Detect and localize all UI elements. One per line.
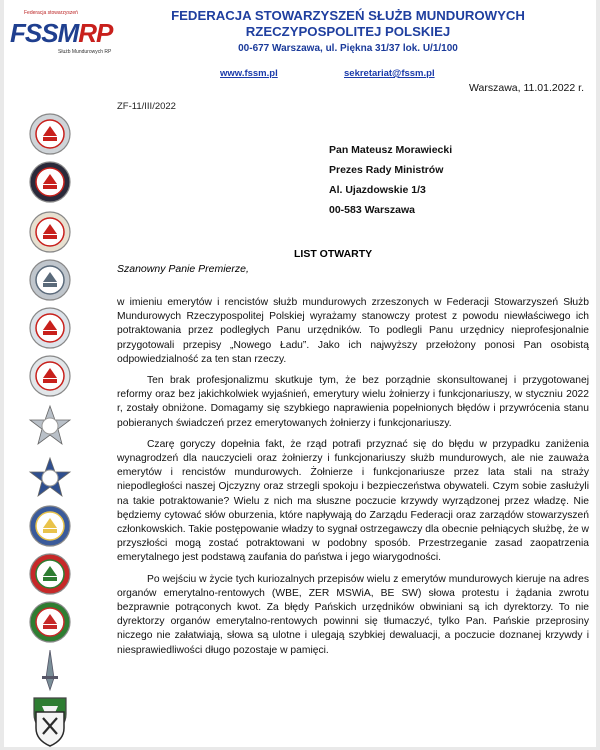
reference-number: ZF-11/III/2022 <box>117 101 176 112</box>
addressee-line: Al. Ujazdowskie 1/3 <box>329 184 426 196</box>
letterhead-address: 00-677 Warszawa, ul. Piękna 31/37 lok. U/1/100 <box>238 43 458 54</box>
letter-body <box>117 296 589 665</box>
fssm-logo <box>10 10 113 60</box>
emblem-9-icon <box>28 504 72 548</box>
letter-title: LIST OTWARTY <box>294 248 373 260</box>
letterhead <box>108 8 588 79</box>
addressee-line: Pan Mateusz Morawiecki <box>329 144 453 156</box>
emblem-4-icon <box>28 258 72 302</box>
salutation: Szanowny Panie Premierze, <box>117 263 249 275</box>
letter-page <box>4 0 596 747</box>
emblem-14-icon <box>28 706 72 746</box>
body-paragraph: Czarę goryczy dopełnia fakt, że rząd potrafi przyznać się do błędu w przypadku zaniżenia wynagrodzeń dla nauczycieli oraz żołnierzy i funkcjonariuszy służb mundurowych, ale nie zauważa emerytów i rencistów mundurowych. Żołnierze i funkcjonariusze przez lata stali na straży niepodległości naszej Ojczyzny oraz strzegli spokoju i bezpieczeństwa obywateli. Czym sobie zasłużyli na takie potraktowanie? Wielu z nich ma słuszne poczucie krzywdy wyrządzonej przez władzę. Nie będziemy cytować słów oburzenia, które napływają do Zarządu Federacji oraz zarządów stowarzyszeń członkowskich. Takie postępowanie władzy to sygnał ostrzegawczy dla obecnie pełniących służbę, że w przyszłości mogą zostać potraktowani w podobny sposób. Przestrzeganie zasad zaopatrzenia emerytalnego jest podstawą zaufania do państwa i jego wiarygodności. <box>117 438 589 564</box>
emblem-7-icon <box>28 404 72 448</box>
body-paragraph: Ten brak profesjonalizmu skutkuje tym, że bez porządnie skonsultowanej i przygotowanej reformy oraz bez jakichkolwiek wyjaśnień, emerytury wielu żołnierzy i funkcjonariuszy, w styczniu 2022 r, zostały obniżone. Domagamy się szybkiego naprawienia popełnionych błędów i przywrócenia stanu pobieranych świadczeń przez emerytowanych żołnierzy i funkcjonariuszy. <box>117 375 589 429</box>
emblem-8-icon <box>28 456 72 500</box>
emblem-3-icon <box>28 210 72 254</box>
letter-date: Warszawa, 11.01.2022 r. <box>469 82 584 94</box>
body-paragraph: w imieniu emerytów i rencistów służb mundurowych zrzeszonych w Federacji Stowarzyszeń Służb Mundurowych Rzeczypospolitej Polskiej wyrażamy stanowczy protest z powodu niewłaściwego ich potraktowania przez podległych Panu urzędników. To podlegli Panu urzędnicy nieprofesjonalnie przygotowali przepisy „Nowego Ładu”. Jako ich najwyższy przełożony ponosi Pan osobistą odpowiedzialność za ten stan rzeczy. <box>117 297 589 365</box>
emblem-6-icon <box>28 354 72 398</box>
emblem-12-icon <box>28 648 72 692</box>
emblem-1-icon <box>28 112 72 156</box>
letterhead-title-line2: RZECZYPOSPOLITEJ POLSKIEJ <box>245 24 451 39</box>
addressee-line: 00-583 Warszawa <box>329 204 415 216</box>
website-link[interactable]: www.fssm.pl <box>220 68 278 79</box>
addressee-line: Prezes Rady Ministrów <box>329 164 444 176</box>
logo-wordmark-rp: RP <box>78 18 113 48</box>
addressee-block <box>329 140 452 220</box>
logo-subcaption: Służb Mundurowych RP <box>58 49 112 55</box>
emblem-5-icon <box>28 306 72 350</box>
emblem-11-icon <box>28 600 72 644</box>
emblem-2-icon <box>28 160 72 204</box>
body-paragraph: Po wejściu w życie tych kuriozalnych przepisów wielu z emerytów mundurowych kieruje na adres organów emerytalno-rentowych (WBE, ZER MSWiA, BE SW) słowa protestu i żądania zwrotu bezprawnie potrąconych kwot. Za błędy Pańskich urzędników obwiniani są ich dyrektorzy. To nie dyrektorzy organów emerytalno-rentowych powinni się tłumaczyć, tylko Pan. Pańskie przeprosiny niczego nie załatwiają, słowa są ulotne i ulegają szybkiej dewaluacji, a poczucie doznanej krzywdy i niesprawiedliwości długo pozostaje w pamięci. <box>117 573 589 656</box>
emblem-10-icon <box>28 552 72 596</box>
logo-wordmark <box>10 18 112 49</box>
email-link[interactable]: sekretariat@fssm.pl <box>344 68 435 79</box>
letterhead-title-line1: FEDERACJA STOWARZYSZEŃ SŁUŻB MUNDUROWYCH <box>171 8 525 23</box>
logo-caption: Federacja stowarzyszeń <box>24 10 78 16</box>
logo-wordmark-fssm: FSSM <box>10 18 79 48</box>
